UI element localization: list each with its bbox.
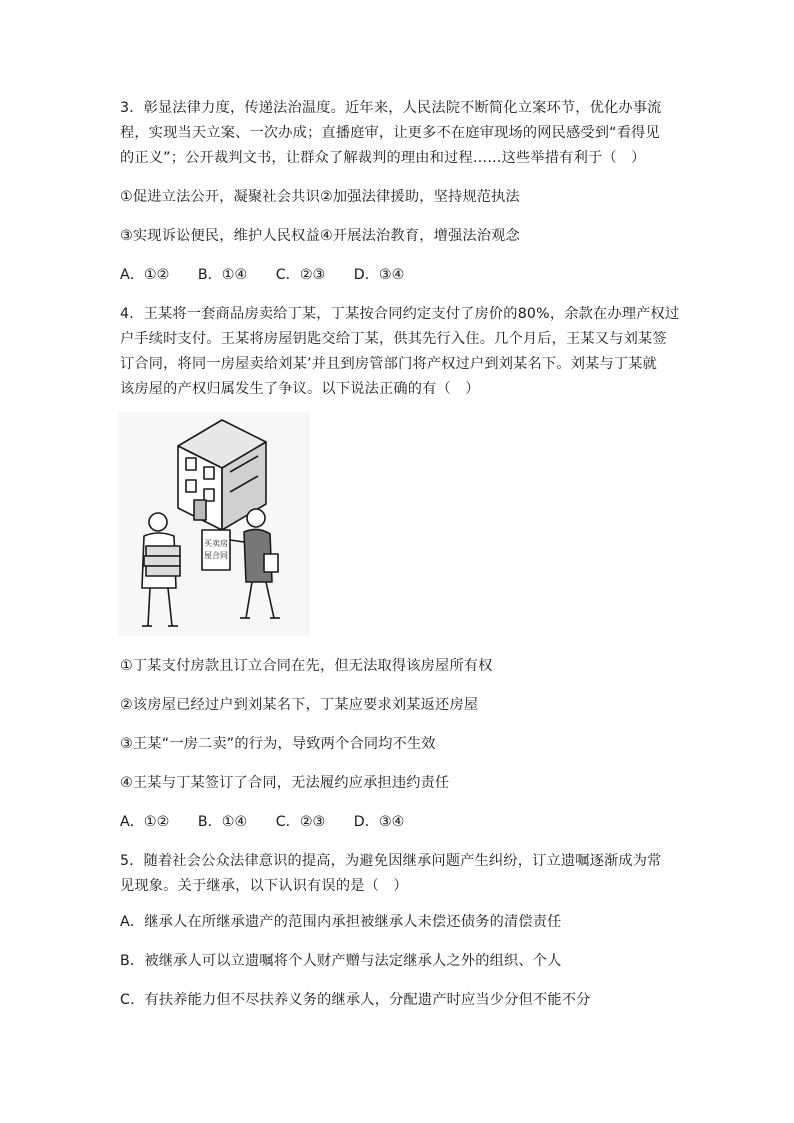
q4-line-4: 该房屋的产权归属发生了争议。以下说法正确的有（ ） bbox=[120, 381, 480, 397]
q4-options bbox=[120, 813, 428, 831]
q4-item-4: ④王某与丁某签订了合同，无法履约应承担违约责任 bbox=[120, 775, 450, 791]
q4-option-b: B．①④ bbox=[197, 814, 248, 830]
q4-option-d: D．③④ bbox=[353, 814, 405, 830]
contract-text-1: 买卖房 bbox=[204, 539, 228, 548]
q4-line-3: 订合同，将同一房屋卖给刘某’并且到房管部门将产权过户到刘某名下。刘某与丁某就 bbox=[120, 356, 658, 372]
q3-option-c: C．②③ bbox=[275, 267, 326, 283]
q4-item-1: ①丁某支付房款且订立合同在先，但无法取得该房屋所有权 bbox=[120, 658, 493, 674]
q5-line-1: 5．随着社会公众法律意识的提高，为避免因继承问题产生纠纷，订立遗嘱逐渐成为常 bbox=[120, 853, 662, 869]
q3-item-2: ③实现诉讼便民，维护人民权益④开展法治教育，增强法治观念 bbox=[120, 228, 520, 244]
q3-line-3: 的正义”；公开裁判文书，让群众了解裁判的理由和过程……这些举措有利于（ ） bbox=[120, 150, 646, 166]
contract-sheet bbox=[202, 530, 230, 570]
q4-item-3: ③王某“一房二卖”的行为，导致两个合同均不生效 bbox=[120, 736, 436, 752]
q3-line-1: 3．彰显法律力度，传递法治温度。近年来，人民法院不断简化立案环节，优化办事流 bbox=[120, 100, 662, 116]
q3-option-d: D．③④ bbox=[353, 267, 405, 283]
contract-text-2: 屋合同 bbox=[204, 551, 228, 560]
q3-options bbox=[120, 266, 428, 284]
q4-option-a: A．①② bbox=[120, 814, 170, 830]
q3-item-1: ①促进立法公开，凝聚社会共识②加强法律援助，坚持规范执法 bbox=[120, 189, 520, 205]
q4-item-2: ②该房屋已经过户到刘某名下，丁某应要求刘某返还房屋 bbox=[120, 697, 479, 713]
q4-option-c: C．②③ bbox=[275, 814, 326, 830]
q4-line-2: 户手续时支付。王某将房屋钥匙交给丁某，供其先行入住。几个月后，王某又与刘某签 bbox=[120, 331, 667, 347]
q3-line-2: 程，实现当天立案、一次办成；直播庭审，让更多不在庭审现场的网民感受到“看得见 bbox=[120, 125, 660, 141]
house-sale-illustration bbox=[118, 412, 310, 636]
q5-choice-b: B．被继承人可以立遗嘱将个人财产赠与法定继承人之外的组织、个人 bbox=[120, 953, 562, 969]
q3-option-b: B．①④ bbox=[197, 267, 248, 283]
q5-choice-c: C．有扶养能力但不尽扶养义务的继承人，分配遗产时应当少分但不能不分 bbox=[120, 992, 591, 1008]
q4-line-1: 4．王某将一套商品房卖给丁某，丁某按合同约定支付了房价的80%，余款在办理产权过 bbox=[120, 306, 680, 322]
q3-option-a: A．①② bbox=[120, 267, 170, 283]
q5-choice-a: A．继承人在所继承遗产的范围内承担被继承人未偿还债务的清偿责任 bbox=[120, 914, 562, 930]
q5-line-2: 见现象。关于继承，以下认识有误的是（ ） bbox=[120, 878, 408, 894]
